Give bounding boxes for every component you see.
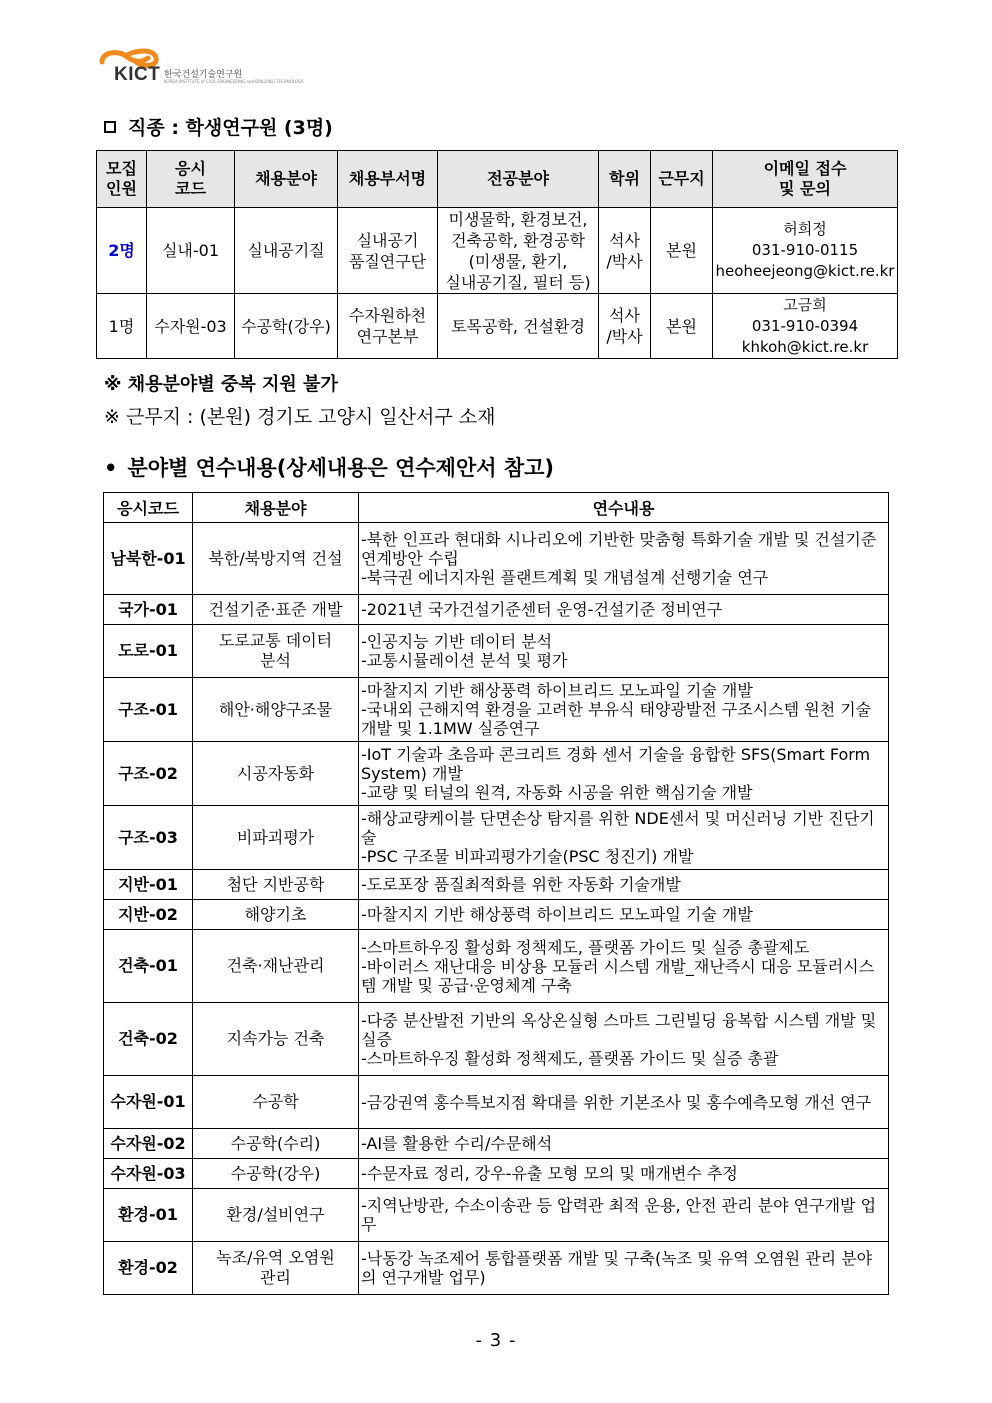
dept-cell: 수자원하천 연구본부 <box>338 294 438 359</box>
content-cell: -수문자료 정리, 강우-유출 모형 모의 및 매개변수 추정 <box>359 1159 889 1189</box>
table-row <box>104 930 889 1003</box>
location-cell: 본원 <box>651 294 713 359</box>
content-cell: -마찰지지 기반 해상풍력 하이브리드 모노파일 기술 개발 <box>359 900 889 930</box>
field-cell: 지속가능 건축 <box>193 1003 359 1076</box>
table-row <box>104 678 889 742</box>
logo-korean-name: 한국건설기술연구원 <box>164 70 243 80</box>
major-cell: 미생물학, 환경보건, 건축공학, 환경공학 (미생물, 환기, 실내공기질, 필터 등) <box>438 208 599 294</box>
content-cell: -AI를 활용한 수리/수문해석 <box>359 1129 889 1159</box>
field-cell: 비파괴평가 <box>193 806 359 870</box>
table-row <box>104 900 889 930</box>
table-row <box>104 806 889 870</box>
table-row <box>104 870 889 900</box>
logo-text: KICT <box>114 64 161 85</box>
table-header: 전공분야 <box>438 151 599 208</box>
table-header: 이메일 접수 및 문의 <box>713 151 898 208</box>
dept-cell: 실내공기 품질연구단 <box>338 208 438 294</box>
code-cell: 수자원-03 <box>147 294 235 359</box>
table-row <box>104 523 889 595</box>
content-cell: -도로포장 품질최적화를 위한 자동화 기술개발 <box>359 870 889 900</box>
bullet-icon: • <box>104 456 118 480</box>
field-cell: 시공자동화 <box>193 742 359 806</box>
note-no-duplicate: ※ 채용분야별 중복 지원 불가 <box>104 374 338 395</box>
code-cell: 건축-01 <box>104 930 193 1003</box>
content-cell: -낙동강 녹조제어 통합플랫폼 개발 및 구축(녹조 및 유역 오염원 관리 분야의 연구개발 업무) <box>359 1242 889 1295</box>
code-cell: 건축-02 <box>104 1003 193 1076</box>
code-cell: 환경-01 <box>104 1189 193 1242</box>
content-cell: -북한 인프라 현대화 시나리오에 기반한 맞춤형 특화기술 개발 및 건설기준 연계방안 수립 -북극권 에너지자원 플랜트계획 및 개념설계 선행기술 연구 <box>359 523 889 595</box>
training-section-title: • 분야별 연수내용(상세내용은 연수제안서 참고) <box>104 456 554 480</box>
contact-cell: 허희정 031-910-0115 heoheejeong@kict.re.kr <box>713 208 898 294</box>
code-cell: 구조-03 <box>104 806 193 870</box>
code-cell: 지반-02 <box>104 900 193 930</box>
logo-english-name: KOREA INSTITUTE of CIVIL ENGINEERING and BUILDING TECHNOLOGY <box>164 79 304 84</box>
field-cell: 건설기준·표준 개발 <box>193 595 359 625</box>
field-cell: 수공학(수리) <box>193 1129 359 1159</box>
table-row <box>104 1076 889 1129</box>
note-location: ※ 근무지 : (본원) 경기도 고양시 일산서구 소재 <box>104 406 496 428</box>
recruitment-table <box>96 150 898 359</box>
table-header: 근무지 <box>651 151 713 208</box>
table-header: 모집 인원 <box>97 151 147 208</box>
table-row <box>104 742 889 806</box>
table-row <box>97 208 898 294</box>
field-cell: 건축·재난관리 <box>193 930 359 1003</box>
code-cell: 도로-01 <box>104 625 193 678</box>
code-cell: 환경-02 <box>104 1242 193 1295</box>
table-row <box>97 294 898 359</box>
contact-cell: 고금희 031-910-0394 khkoh@kict.re.kr <box>713 294 898 359</box>
count-cell: 2명 <box>97 208 147 294</box>
content-cell: -스마트하우징 활성화 정책제도, 플랫폼 가이드 및 실증 총괄제도 -바이러스 재난대응 비상용 모듈러 시스템 개발_재난즉시 대응 모듈러시스템 개발 및 공급·운영체계 구축 <box>359 930 889 1003</box>
code-cell: 수자원-02 <box>104 1129 193 1159</box>
table-header-row <box>97 151 898 208</box>
degree-cell: 석사 /박사 <box>599 208 651 294</box>
table-row <box>104 595 889 625</box>
table-row <box>104 625 889 678</box>
page-number: - 3 - <box>475 1330 517 1351</box>
field-cell: 첨단 지반공학 <box>193 870 359 900</box>
table-header: 학위 <box>599 151 651 208</box>
field-cell: 녹조/유역 오염원 관리 <box>193 1242 359 1295</box>
field-cell: 해양기초 <box>193 900 359 930</box>
field-cell: 북한/북방지역 건설 <box>193 523 359 595</box>
table-header: 채용분야 <box>235 151 338 208</box>
field-cell: 도로교통 데이터 분석 <box>193 625 359 678</box>
field-cell: 수공학 <box>193 1076 359 1129</box>
table-header: 채용부서명 <box>338 151 438 208</box>
content-cell: -금강권역 홍수특보지점 확대를 위한 기본조사 및 홍수예측모형 개선 연구 <box>359 1076 889 1129</box>
code-cell: 지반-01 <box>104 870 193 900</box>
content-cell: -마찰지지 기반 해상풍력 하이브리드 모노파일 기술 개발 -국내외 근해지역 환경을 고려한 부유식 태양광발전 구조시스템 원천 기술 개발 및 1.1MW 실증연구 <box>359 678 889 742</box>
table-header-row <box>104 493 889 523</box>
field-cell: 실내공기질 <box>235 208 338 294</box>
content-cell: -다중 분산발전 기반의 옥상온실형 스마트 그린빌딩 융복합 시스템 개발 및 실증 -스마트하우징 활성화 정책제도, 플랫폼 가이드 및 실증 총괄 <box>359 1003 889 1076</box>
table-row <box>104 1189 889 1242</box>
table-header: 채용분야 <box>193 493 359 523</box>
field-cell: 환경/설비연구 <box>193 1189 359 1242</box>
code-cell: 수자원-01 <box>104 1076 193 1129</box>
code-cell: 구조-01 <box>104 678 193 742</box>
table-row <box>104 1159 889 1189</box>
content-cell: -IoT 기술과 초음파 콘크리트 경화 센서 기술을 융합한 SFS(Smart Form System) 개발 -교량 및 터널의 원격, 자동화 시공을 위한 핵심기술 개발 <box>359 742 889 806</box>
field-cell: 수공학(강우) <box>193 1159 359 1189</box>
code-cell: 국가-01 <box>104 595 193 625</box>
table-row <box>104 1129 889 1159</box>
table-header: 응시 코드 <box>147 151 235 208</box>
code-cell: 실내-01 <box>147 208 235 294</box>
table-header: 연수내용 <box>359 493 889 523</box>
content-cell: -지역난방관, 수소이송관 등 압력관 최적 운용, 안전 관리 분야 연구개발 업무 <box>359 1189 889 1242</box>
code-cell: 남북한-01 <box>104 523 193 595</box>
table-row <box>104 1242 889 1295</box>
field-cell: 해안·해양구조물 <box>193 678 359 742</box>
count-cell: 1명 <box>97 294 147 359</box>
degree-cell: 석사 /박사 <box>599 294 651 359</box>
section-title: 직종 : 학생연구원 (3명) <box>104 113 333 140</box>
checkbox-square-icon <box>104 121 116 133</box>
table-row <box>104 1003 889 1076</box>
code-cell: 수자원-03 <box>104 1159 193 1189</box>
field-cell: 수공학(강우) <box>235 294 338 359</box>
content-cell: -인공지능 기반 데이터 분석 -교통시뮬레이션 분석 및 평가 <box>359 625 889 678</box>
major-cell: 토목공학, 건설환경 <box>438 294 599 359</box>
training-table <box>103 492 889 1295</box>
content-cell: -해상교량케이블 단면손상 탐지를 위한 NDE센서 및 머신러닝 기반 진단기술 -PSC 구조물 비파괴평가기술(PSC 청진기) 개발 <box>359 806 889 870</box>
code-cell: 구조-02 <box>104 742 193 806</box>
kict-logo <box>96 46 304 86</box>
table-header: 응시코드 <box>104 493 193 523</box>
location-cell: 본원 <box>651 208 713 294</box>
content-cell: -2021년 국가건설기준센터 운영-건설기준 정비연구 <box>359 595 889 625</box>
